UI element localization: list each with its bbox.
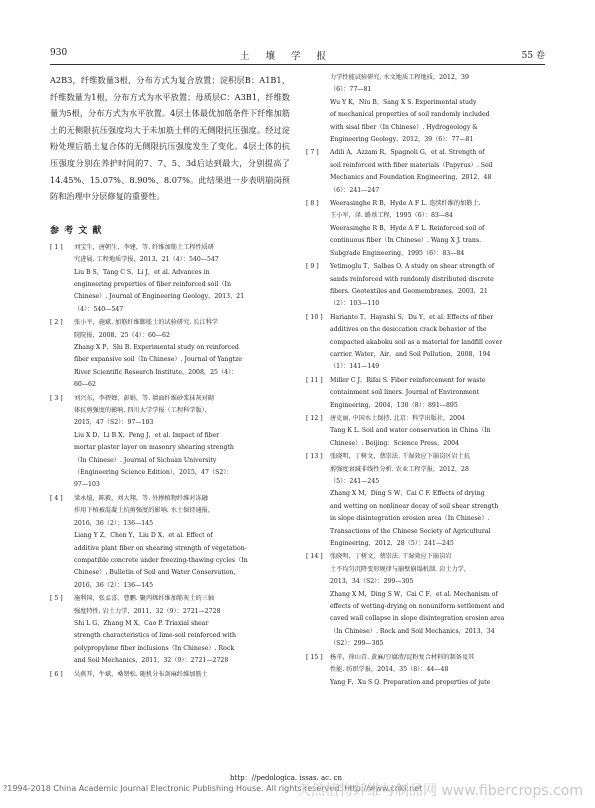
reference-line: Zhang X M，Ding S W，Cai C F，et al. Mechanism of	[330, 590, 498, 598]
reference-line: 2013，34（S2）：299—305	[330, 578, 414, 586]
reference-number: [ 4 ]	[50, 494, 63, 502]
reference-item	[306, 261, 548, 311]
reference-line: Mechanics and Foundation Engineering，2012，48	[330, 174, 492, 182]
reference-text	[74, 493, 290, 592]
reference-line: Weerasinghe R B，Hyde A F L. 连续纤维的加筋土.	[330, 200, 481, 208]
reference-number: [ 15 ]	[306, 653, 323, 661]
reference-line: 2015，47（S2）：97—103	[74, 419, 154, 427]
right-column	[306, 72, 548, 690]
journal-url[interactable]: http：//pedologica. issas. ac. cn	[230, 774, 342, 782]
reference-number: [ 6 ]	[50, 670, 63, 678]
reference-line: （Engineering Science Edition），2015，47（S2）：	[74, 469, 233, 477]
reference-line: Subgrade Engineering，1995（6）：83—84	[330, 249, 465, 257]
reference-line: 作用下植被混凝土抗剪强度的影响. 水土保持通报，	[74, 507, 215, 515]
reference-line: （In Chinese）. Rock and Soil Mechanics，2013，34	[330, 627, 495, 635]
reference-line: compatible concrete under freezing-thawing cycles（In	[74, 556, 248, 564]
reference-line: （6）：77—81	[330, 86, 372, 94]
reference-line: 吴燕开，牛斌，桑贤松. 随机分布剑麻纤维加筋土	[74, 670, 208, 678]
reference-number: [ 2 ]	[50, 319, 63, 327]
reference-line: 力学性能试验研究. 水文地质工程地质，2012，39	[330, 74, 469, 81]
reference-line: 杨苹，徐山青. 黄麻/豆腐渣/淀粉复合材料的制备及其	[330, 653, 475, 661]
reference-line: effects of wetting-drying on nonuniform settlement and	[330, 603, 505, 611]
reference-line: 究进展. 工程地质学报，2013，21（4）：540—547	[74, 256, 219, 264]
reference-item	[306, 375, 548, 412]
reference-line: 施利国，张孟喜，曹鹏. 聚丙烯纤维加筋灰土的三轴	[74, 595, 215, 603]
reference-item	[306, 551, 548, 650]
page-number: 930	[50, 48, 68, 58]
reference-line: 强度特性. 岩土力学，2011，32（9）：2721—2728	[74, 607, 221, 615]
reference-number: [ 12 ]	[306, 414, 323, 422]
reference-line: Liang Y Z，Chen Y，Liu D X，et al. Effect of	[74, 532, 213, 540]
reference-line: 2016，36（2）：136—145	[74, 519, 154, 527]
reference-text	[330, 652, 548, 689]
reference-text	[330, 375, 548, 412]
reference-item	[50, 669, 290, 681]
reference-number: [ 8 ]	[306, 200, 319, 208]
references-heading: 参 考 文 献	[50, 225, 103, 236]
reference-line: Chinese）. Beijing：Science Press，2004	[330, 439, 460, 447]
reference-text	[330, 551, 548, 650]
reference-line: Weerasinghe R B，Hyde A F L. Reinforced soil of	[330, 224, 485, 232]
reference-line: with sisal fiber（In Chinese）. Hydrogeology &	[330, 123, 478, 131]
reference-line: 唐克丽. 中国水土保持. 北京：科学出版社，2004	[330, 414, 465, 422]
reference-line: 张晓明，丁树文，蔡崇法. 干湿效应下崩岗区岩土抗	[330, 453, 471, 461]
reference-line: 王小军，译. 路基工程，1995（6）：83—84	[330, 212, 453, 220]
reference-text	[74, 242, 290, 316]
reference-line: Harianto T，Hayashi S，Du Y，et al. Effects of fiber	[330, 313, 494, 321]
reference-line: 97—103	[74, 481, 100, 489]
reference-line: Zhang X M，Ding S W，Cai C F. Effects of drying	[330, 490, 485, 498]
reference-text	[74, 669, 290, 681]
reference-line: 刘宝生，唐朝生，李建，等. 纤维加筋土工程性质研	[74, 243, 215, 251]
reference-line: 60—62	[74, 381, 96, 389]
reference-line: strength characteristics of lime-soil reinforced with	[74, 632, 236, 640]
reference-line: 土不均匀沉降变形规律与崩壁崩塌机制. 岩土力学，	[330, 565, 471, 573]
reference-text	[330, 147, 548, 197]
copyright-notice: ?1994-2018 China Academic Journal Electronic Publishing House. All rights reserved. http://www.cnki.net	[3, 784, 423, 793]
reference-line: （S2）：299—305	[330, 640, 384, 648]
reference-line: 体抗剪强度的影响. 四川大学学报（工程科学版），	[74, 407, 211, 415]
reference-number: [ 13 ]	[306, 453, 323, 461]
reference-line: fibers. Geotextiles and Geomembranes，2003，21	[330, 287, 488, 295]
reference-number: [ 10 ]	[306, 313, 323, 321]
reference-line: （6）：241—247	[330, 186, 380, 194]
reference-text	[330, 312, 548, 374]
reference-line: soil reinforced with fiber materials（Papyrus）. Soil	[330, 161, 493, 169]
reference-line: and Soil Mechanics，2011，32（9）：2721—2728	[74, 657, 229, 665]
reference-line: Yetimoglu T，Salbas O. A study on shear strength of	[330, 263, 495, 271]
reference-item	[306, 312, 548, 374]
reference-line: Adili A，Azzam R，Spagnoli G，et al. Strength of	[330, 149, 485, 157]
reference-item	[306, 198, 548, 260]
reference-line: 性能. 纺织学报，2014，35（8）：44—48	[330, 666, 449, 674]
reference-line: mortar plaster layer on masonry shearing strength	[74, 444, 234, 452]
reference-line: （1）：141—149	[330, 363, 380, 371]
reference-line: Chinese）. Journal of Engineering Geology，2013，21	[74, 293, 245, 301]
reference-text	[74, 593, 290, 667]
reference-number: [ 9 ]	[306, 263, 319, 271]
reference-line: Engineering，2012，28（5）：241—245	[330, 540, 454, 548]
reference-text	[330, 451, 548, 550]
reference-line: 剪强度衰减非线性分析. 农业工程学报，2012，28	[330, 465, 469, 473]
reference-line: 梁永煊，陈毅，刘大翔，等. 外掺植物纤维对冻融	[74, 494, 208, 502]
reference-line: （5）：241—245	[330, 478, 380, 485]
reference-line: additives on the desiccation crack behavior of the	[330, 326, 487, 334]
reference-6-continuation	[306, 72, 548, 146]
reference-item	[50, 317, 290, 391]
reference-line: caved wall collapse in slope disintegration erosion area	[330, 615, 505, 623]
reference-item	[306, 413, 548, 450]
reference-text	[74, 317, 290, 391]
reference-number: [ 5 ]	[50, 595, 63, 603]
references-list-left	[50, 242, 290, 681]
reference-line: 张晓明，丁树文，蔡崇法. 干湿效应下崩岗岩	[330, 553, 452, 561]
reference-line: River Scientific Research Institute，2008，25（4）：	[74, 368, 238, 376]
reference-line: continuous fiber（In Chinese）. Wang X J. trans.	[330, 237, 482, 245]
reference-line: Miller C J，Rifai S. Fiber reinforcement for waste	[330, 376, 486, 384]
references-list-right	[306, 147, 548, 688]
reference-line: engineering properties of fiber reinforced soil（In	[74, 280, 231, 288]
reference-line: （In Chinese）. Journal of Sichuan University	[74, 456, 217, 464]
reference-line: Tang K L. Soil and water conservation in China（In	[330, 427, 491, 435]
reference-text	[330, 261, 548, 311]
reference-line: 张小平，施斌. 加筋纤维膨胀土的试验研究. 长江科学	[74, 319, 218, 327]
reference-item	[306, 652, 548, 689]
reference-line: of mechanical properties of soil randomly included	[330, 111, 490, 119]
abstract-paragraph: A2B3，纤维数量3根，分布方式为复合放置；淀积层B：A1B1，纤维数量为1根，分布方式为水平放置；母质层C：A3B1，纤维数量为5根，分布方式为水平放置。4层土体最优加筋条件下纤维加筋土的无侧限抗压强度均大于未加筋土样的无侧限抗压强度。经过淀粉处理后筋土复合体的无侧限抗压强度发生了变化。4层土体的抗压强度分别在养护时间的7、7、5、3d后达到最大，分别提高了14.45%、15.07%、8.90%、8.07%。此结果进一步表明崩岗预防和治理中分层修复的重要性。	[50, 75, 290, 202]
reference-line: and wetting on nonlinear decay of soil shear strength	[330, 502, 499, 510]
journal-title: 土壤学报	[240, 51, 343, 62]
reference-text	[330, 413, 548, 450]
reference-line: carrier. Water，Air，and Soil Pollution，2008，194	[330, 350, 491, 358]
volume-number: 55 卷	[521, 51, 545, 61]
reference-text	[330, 198, 548, 260]
reference-line: Engineering，2004，130（8）：891—895	[330, 401, 458, 409]
reference-line: Liu X D，Li B X，Peng J，et al. Impact of fiber	[74, 431, 220, 439]
reference-item	[50, 242, 290, 316]
reference-text	[74, 393, 290, 492]
reference-line: Wu Y K，Niu B，Sang X S. Experimental study	[330, 98, 477, 106]
reference-number: [ 7 ]	[306, 149, 319, 157]
reference-line: （4）：540—547	[74, 305, 124, 313]
reference-line: 刘兴东，李碧婵，彭娟，等. 墙面纤维砂浆抹灰对砌	[74, 394, 215, 402]
watermark-text: 天然植物纤维与制品网 www.fibercrops.com	[297, 783, 583, 799]
reference-item	[50, 593, 290, 667]
reference-item	[306, 147, 548, 197]
left-column	[50, 72, 290, 682]
reference-line: Yang F，Xu S Q. Preparation and properties of jute	[330, 678, 491, 686]
reference-line: （2）：103—110	[330, 300, 380, 308]
reference-line: in slope disintegration erosion area（In Chinese）.	[330, 515, 490, 523]
reference-line: sands reinforced with randomly distributed discrete	[330, 275, 494, 283]
reference-number: [ 11 ]	[306, 376, 323, 384]
reference-line: additive plant fiber on shearing strength of vegetation-	[74, 544, 247, 552]
reference-line: Engineering Geology，2012，39（6）：77—81	[330, 136, 474, 144]
reference-line: containment soil liners. Journal of Environment	[330, 389, 480, 397]
reference-line: Liu B S，Tang C S，Li J，et al. Advances in	[74, 268, 210, 276]
reference-line: 2016，36（2）：136—145	[74, 581, 154, 589]
reference-line: Shi L G，Zhang M X，Cao P. Triaxial shear	[74, 619, 209, 627]
header-rule	[50, 64, 545, 65]
reference-line: Transactions of the Chinese Society of Agricultural	[330, 527, 491, 535]
reference-item	[306, 451, 548, 550]
reference-number: [ 1 ]	[50, 243, 63, 251]
reference-number: [ 3 ]	[50, 394, 63, 402]
reference-number: [ 14 ]	[306, 553, 323, 561]
reference-item	[50, 493, 290, 592]
reference-item	[50, 393, 290, 492]
reference-line: compacted akaboku soil as a material for landfill cover	[330, 338, 503, 346]
reference-line: 院院报，2008，25（4）：60—62	[74, 331, 170, 339]
reference-line: Zhang X P，Shi B. Experimental study on reinforced	[74, 344, 239, 351]
reference-line: fiber expansive soil（In Chinese）. Journal of Yangtze	[74, 356, 242, 364]
reference-line: polypropylene fiber inclusions（In Chinese）. Rock	[74, 644, 235, 652]
reference-line: Chinese）. Bulletin of Soil and Water Conservation，	[74, 569, 240, 577]
